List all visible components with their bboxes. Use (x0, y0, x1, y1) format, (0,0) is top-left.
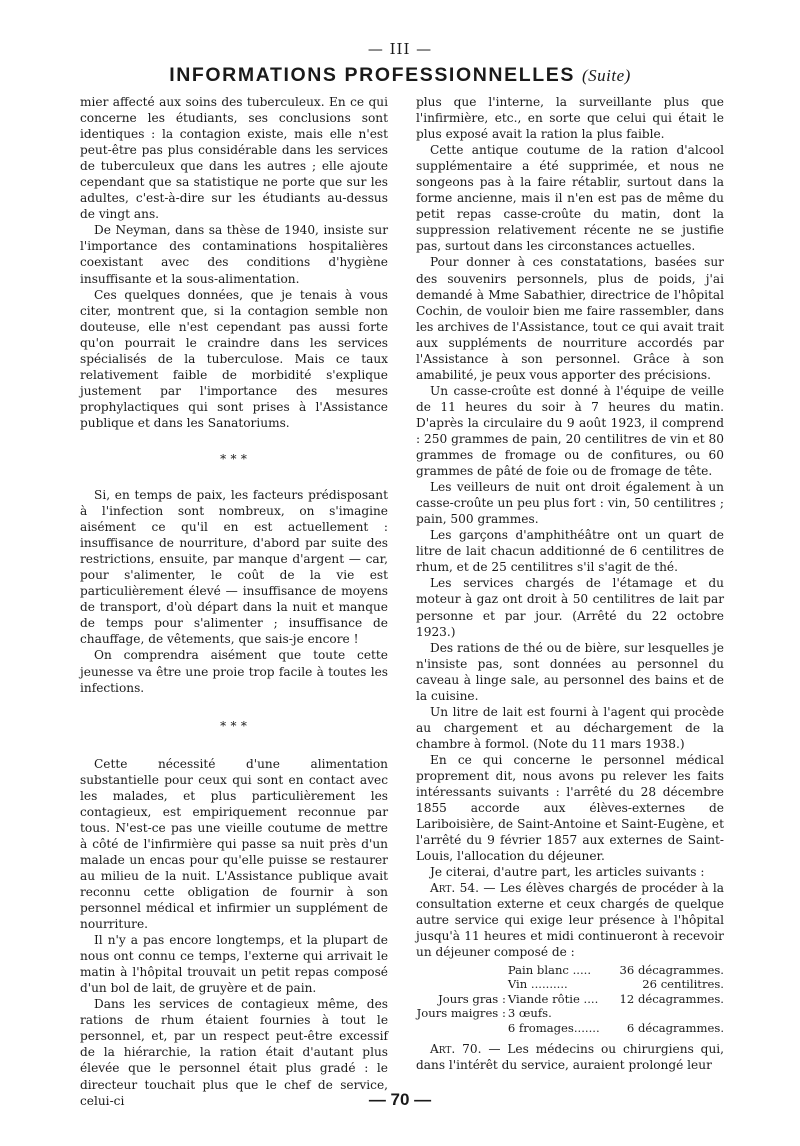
paragraph: Les veilleurs de nuit ont droit également à un casse-croûte un peu plus fort : vin, 50 centilitres ; pain, 500 grammes. (416, 480, 724, 527)
paragraph: Il n'y a pas encore longtemps, et la plupart de nous ont connu ce temps, l'externe qui arrivait le matin à l'hôpital trouvait un petit repas composé d'un bol de lait, de gruyère et de pain. (80, 933, 388, 996)
table-cell: Jours maigres : (416, 1006, 506, 1021)
paragraph: Les garçons d'amphithéâtre ont un quart de litre de lait chacun additionné de 6 centilitres de rhum, et de 25 centilitres s'il s'agit de thé. (416, 528, 724, 575)
paragraph: De Neyman, dans sa thèse de 1940, insiste sur l'importance des contaminations hospitalières coexistant avec des conditions d'hygiène insuffisante et la sous-alimentation. (80, 223, 388, 286)
table-row (416, 1006, 724, 1021)
table-cell (416, 977, 508, 992)
table-cell (416, 1021, 508, 1036)
header-suite: (Suite) (581, 66, 631, 85)
header-title: INFORMATIONS PROFESSIONNELLES (169, 64, 575, 86)
paragraph: Des rations de thé ou de bière, sur lesquelles je n'insiste pas, sont données au personnel du caveau à linge sale, au personnel des bains et de la cuisine. (416, 640, 724, 703)
table-cell (416, 963, 508, 978)
page-number: — 70 — (368, 1090, 432, 1109)
left-column (80, 94, 388, 1109)
ration-table (416, 963, 724, 1036)
paragraph: Je citerai, d'autre part, les articles suivants : (430, 865, 705, 880)
article-54-paragraph (416, 880, 724, 960)
paragraph: En ce qui concerne le personnel médical proprement dit, nous avons pu relever les faits intéressants suivants : l'arrêté du 28 décembre 1855 accorde aux élèves-externes de Lariboisière, de Saint-Antoine et Saint-Eugène, et l'arrêté du 9 février 1857 aux externes de Saint-Louis, l'allocation du déjeuner. (416, 752, 724, 864)
table-row (416, 992, 724, 1007)
section-separator: * * * (220, 718, 248, 733)
table-cell: Pain blanc ..... (507, 962, 592, 977)
table-cell: Viande rôtie .... (507, 991, 599, 1006)
table-cell: 26 centilitres. (642, 977, 724, 992)
section-separator: * * * (220, 451, 248, 466)
paragraph: Si, en temps de paix, les facteurs prédisposant à l'infection sont nombreux, on s'imagine aisément ce qu'il en est actuellement : insuffisance de nourriture, d'abord par suite des restrictions, ensuite, par manque d'argent — car, pour s'alimenter, le coût de la vie est particulièrement élevé — insuffisance de moyens de transport, d'où départ dans la nuit et manque de temps pour s'alimenter ; insuffisance de chauffage, de vêtements, que sais-je encore ! (80, 487, 388, 647)
table-cell: 6 fromages....... (507, 1020, 600, 1035)
paragraph: Les services chargés de l'étamage et du moteur à gaz ont droit à 50 centilitres de lait par personne et par jour. (Arrêté du 22 octobre 1923.) (416, 576, 724, 639)
paragraph: Pour donner à ces constatations, basées sur des souvenirs personnels, plus de poids, j'ai demandé à Mme Sabathier, directrice de l'hôpital Cochin, de vouloir bien me faire rassembler, dans les archives de l'Assistance, tout ce qui avait trait aux suppléments de nourriture accordés par l'Assistance à son personnel. Grâce à son amabilité, je peux vous apporter des précisions. (416, 255, 724, 382)
article-text: — Les médecins ou chirurgiens qui, dans l'intérêt du service, auraient prolongé leur (416, 1042, 725, 1073)
table-cell: 12 décagrammes. (619, 991, 724, 1006)
table-cell: 3 œufs. (507, 1006, 552, 1021)
paragraph: plus que l'interne, la surveillante plus que l'infirmière, etc., en sorte que celui qui était le plus exposé avait la ration la plus faible. (416, 95, 724, 142)
paragraph: Cette antique coutume de la ration d'alcool supplémentaire a été supprimée, et nous ne songeons pas à la faire rétablir, surtout dans la forme ancienne, mais il n'en est pas de même du petit repas casse-croûte du matin, dont la suppression relativement récente ne se justifie pas, surtout dans les circonstances actuelles. (416, 143, 724, 254)
table-cell: 36 décagrammes. (619, 962, 724, 977)
right-column (416, 94, 724, 1073)
page-header (0, 64, 800, 87)
article-70-paragraph (416, 1041, 724, 1073)
table-cell: Jours gras : (438, 991, 506, 1006)
paragraph: Ces quelques données, que je tenais à vous citer, montrent que, si la contagion semble non douteuse, elle n'est cependant pas aussi forte qu'on pourrait le craindre dans les services spécialisés de la tuberculose. Mais ce taux relativement faible de morbidité s'explique justement par l'importance des mesures prophylactiques qui sont prises à l'Assistance publique et dans les Sanatoriums. (80, 287, 388, 430)
table-cell: 6 décagrammes. (626, 1020, 724, 1035)
paragraph: Un casse-croûte est donné à l'équipe de veille de 11 heures du soir à 7 heures du matin. D'après la circulaire du 9 août 1923, il comprend : 250 grammes de pain, 20 centilitres de vin et 80 grammes de fromage ou de confitures, ou 60 grammes de pâté de foie ou de fromage de tête. (416, 383, 724, 479)
paragraph: Dans les services de contagieux même, des rations de rhum étaient fournies à tout le personnel, et, par un respect peut-être excessif de la hiérarchie, la ration était d'autant plus élevée que le personnel était plus gradé : le directeur touchait plus que le chef de service, celui-ci (80, 997, 388, 1108)
article-label: Art. 70. (430, 1042, 482, 1057)
paragraph: Cette nécessité d'une alimentation substantielle pour ceux qui sont en contact avec les malades, et plus particulièrement les contagieux, est empiriquement reconnue par tous. N'est-ce pas une vieille coutume de mettre à côté de l'infirmière qui passe sa nuit près d'un malade un encas pour qu'elle puisse se restaurer au milieu de la nuit. L'Assistance publique avait reconnu cette obligation de fournir à son personnel médical et infirmier un supplément de nourriture. (80, 756, 388, 932)
article-text: — Les élèves chargés de procéder à la consultation externe et ceux chargés de quelque autre service qui exige leur présence à l'hôpital jusqu'à 11 heures et midi continueront à recevoir un déjeuner composé de : (416, 881, 725, 960)
table-row (416, 977, 724, 992)
roman-folio: — III — (367, 40, 433, 58)
table-row (416, 963, 724, 978)
article-label: Art. 54. (430, 881, 479, 896)
paragraph: On comprendra aisément que toute cette jeunesse va être une proie trop facile à toutes les infections. (80, 648, 388, 695)
table-row (416, 1021, 724, 1036)
table-cell: Vin .......... (507, 977, 568, 992)
paragraph: mier affecté aux soins des tuberculeux. En ce qui concerne les étudiants, ses conclusions sont identiques : la contagion existe, mais elle n'est peut-être pas plus considérable dans les services de tuberculeux que dans les autres ; elle ajoute cependant que sa statistique ne porte que sur les adultes, c'est-à-dire sur les étudiants au-dessus de vingt ans. (80, 95, 388, 222)
paragraph: Un litre de lait est fourni à l'agent qui procède au chargement et au déchargement de la chambre à formol. (Note du 11 mars 1938.) (416, 704, 724, 751)
table-cell (620, 1006, 725, 1021)
